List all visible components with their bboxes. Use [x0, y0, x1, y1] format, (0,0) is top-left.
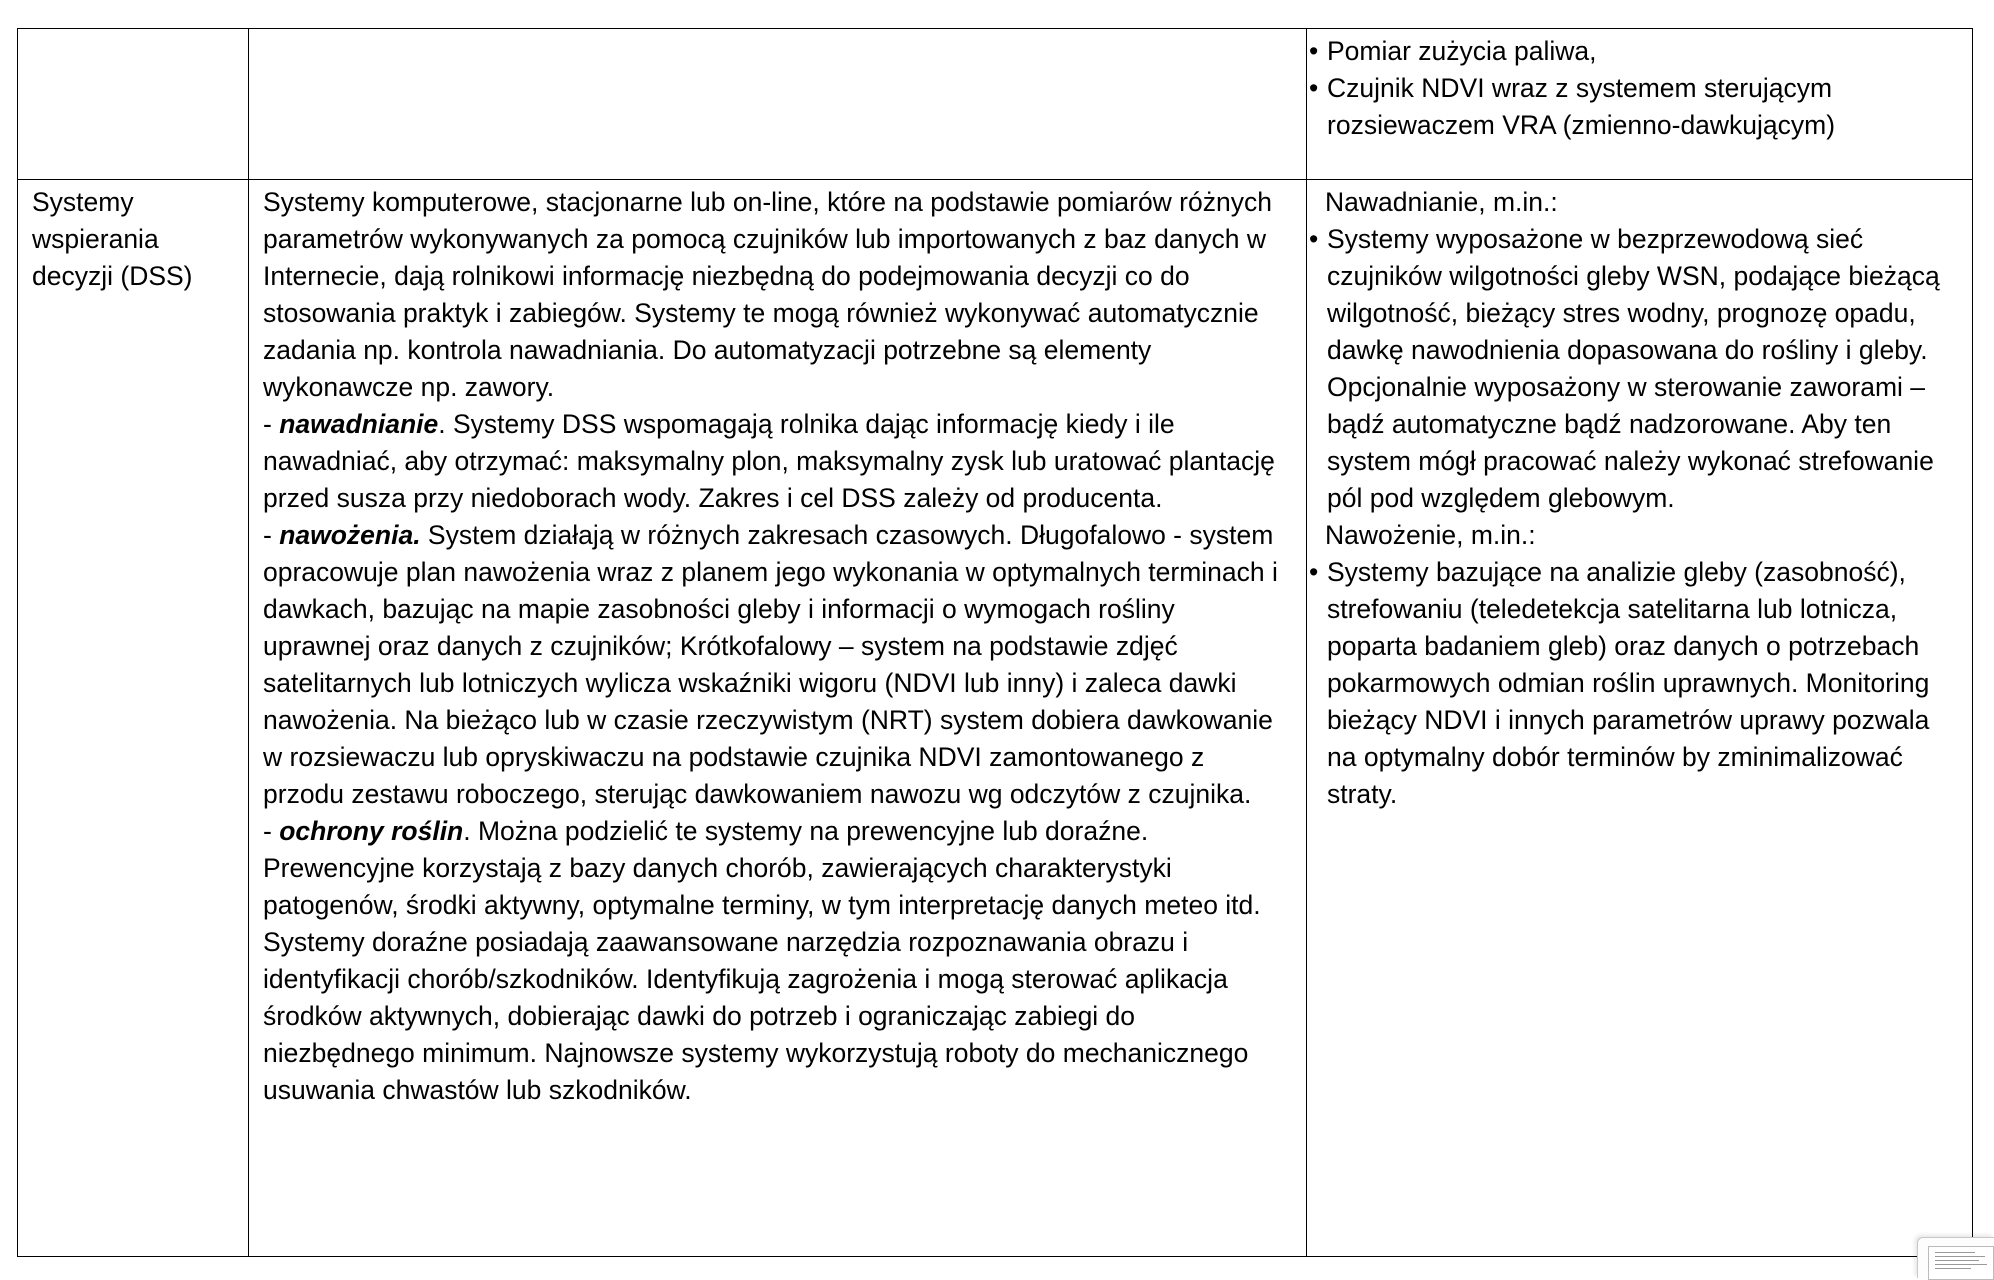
bullet-list [1309, 33, 1964, 144]
list-item-text: Systemy bazujące na analizie gleby (zasobność), strefowaniu (teledetekcja satelitarna lub lotnicza, poparta badaniem gleb) oraz danych o potrzebach pokarmowych odmian roślin uprawnych. Monitoring bieżący NDVI i innych parametrów uprawy pozwala na optymalny dobór terminów by zminimalizować straty. [1327, 557, 1930, 809]
bullet-icon: • [1309, 36, 1319, 66]
section-prefix: - [263, 816, 280, 846]
cell-category [18, 29, 249, 180]
examples-heading-fertilization: Nawożenie, m.in.: [1325, 520, 1536, 550]
list-item-text: Pomiar zużycia paliwa, [1327, 36, 1597, 66]
cell-examples [1307, 29, 1973, 180]
bullet-icon: • [1309, 224, 1319, 254]
description-section-fertilization [263, 517, 1288, 813]
section-prefix: - [263, 520, 280, 550]
cell-category [18, 180, 249, 1257]
document-table [17, 28, 1973, 1257]
section-heading: nawożenia. [279, 520, 421, 550]
bullet-icon: • [1309, 557, 1319, 587]
description-section-irrigation [263, 406, 1288, 517]
section-text: System działają w różnych zakresach czasowych. Długofalowo - system opracowuje plan nawożenia wraz z planem jego wykonania w optymalnych terminach i dawkach, bazując na mapie zasobności gleby i informacji o wymogach rośliny uprawnej oraz danych z czujników; Krótkofalowy – system na podstawie zdjęć satelitarnych lub lotniczych wylicza wskaźniki wigoru (NDVI lub inny) i zaleca dawki nawożenia. Na bieżąco lub w czasie rzeczywistym (NRT) system dobiera dawkowanie w rozsiewaczu lub opryskiwaczu na podstawie czujnika NDVI zamontowanego z przodu zestawu roboczego, sterując dawkowaniem nawozu wg odczytów z czujnika. [263, 520, 1278, 809]
list-item [1309, 554, 1964, 813]
description-section-plant-protection [263, 813, 1288, 1109]
cell-text [249, 29, 1306, 33]
description-intro: Systemy komputerowe, stacjonarne lub on-line, które na podstawie pomiarów różnych parametrów wykonywanych za pomocą czujników lub importowanych z baz danych w Internecie, dają rolnikowi informację niezbędną do podejmowania decyzji co do stosowania praktyk i zabiegów. Systemy te mogą również wykonywać automatycznie zadania np. kontrola nawadniania. Do automatyzacji potrzebne są elementy wykonawcze np. zawory. [263, 187, 1272, 402]
cell-description [249, 180, 1307, 1257]
table-row [18, 29, 1973, 180]
list-item-text: Czujnik NDVI wraz z systemem sterującym rozsiewaczem VRA (zmienno-dawkującym) [1327, 73, 1836, 140]
page-thumbnail[interactable] [1917, 1237, 1994, 1278]
list-item [1309, 221, 1964, 517]
table-row [18, 180, 1973, 1257]
cell-text [18, 29, 248, 33]
section-text: . Systemy DSS wspomagają rolnika dając informację kiedy i ile nawadniać, aby otrzymać: maksymalny plon, maksymalny zysk lub uratować plantację przed susza przy niedoborach wody. Zakres i cel DSS zależy od producenta. [263, 409, 1275, 513]
category-label: Systemy wspierania decyzji (DSS) [32, 187, 193, 291]
cell-description [249, 29, 1307, 180]
list-item [1309, 33, 1964, 70]
section-heading: ochrony roślin [279, 816, 464, 846]
page-thumbnail-icon [1928, 1246, 1994, 1280]
examples-heading-irrigation: Nawadnianie, m.in.: [1325, 187, 1558, 217]
section-prefix: - [263, 409, 280, 439]
bullet-icon: • [1309, 73, 1319, 103]
cell-examples [1307, 180, 1973, 1257]
section-heading: nawadnianie [279, 409, 439, 439]
list-item [1309, 70, 1964, 144]
section-text: . Można podzielić te systemy na prewencyjne lub doraźne. Prewencyjne korzystają z bazy danych chorób, zawierających charakterystyki patogenów, środki aktywny, optymalne terminy, w tym interpretację danych meteo itd. Systemy doraźne posiadają zaawansowane narzędzia rozpoznawania obrazu i identyfikacji chorób/szkodników. Identyfikują zagrożenia i mogą sterować aplikacja środków aktywnych, dobierając dawki do potrzeb i ograniczając zabiegi do niezbędnego minimum. Najnowsze systemy wykorzystują roboty do mechanicznego usuwania chwastów lub szkodników. [263, 816, 1261, 1105]
list-item-text: Systemy wyposażone w bezprzewodową sieć czujników wilgotności gleby WSN, podające bieżącą wilgotność, bieżący stres wodny, prognozę opadu, dawkę nawodnienia dopasowana do rośliny i gleby. Opcjonalnie wyposażony w sterowanie zaworami – bądź automatyczne bądź nadzorowane. Aby ten system mógł pracować należy wykonać strefowanie pól pod względem glebowym. [1327, 224, 1940, 513]
